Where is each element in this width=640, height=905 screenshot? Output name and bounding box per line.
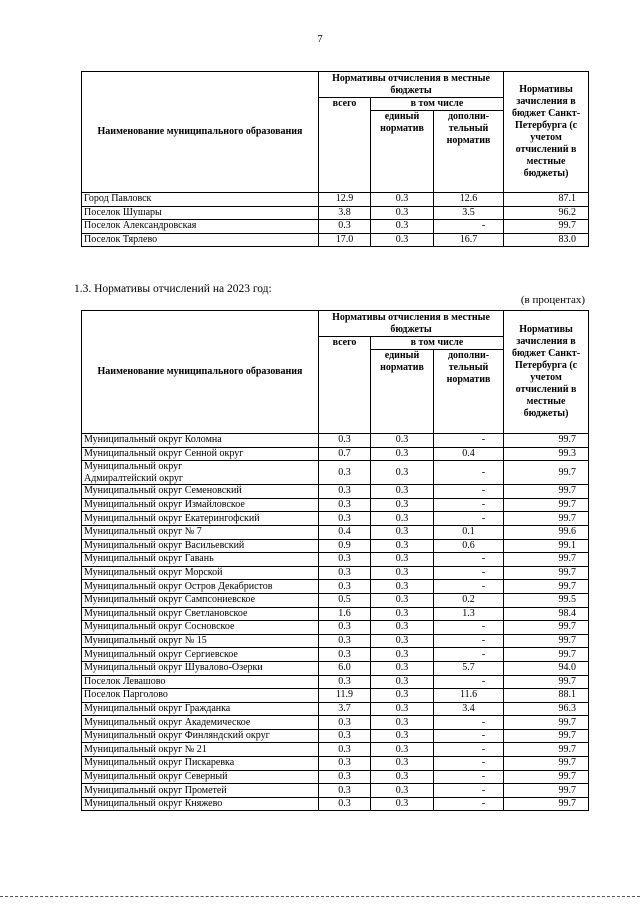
- cell-single: 0.3: [371, 485, 434, 499]
- cell-spb: 99.7: [504, 461, 589, 485]
- cell-additional: 0.1: [434, 525, 504, 539]
- header-single: единый норматив: [371, 350, 434, 434]
- cell-single: 0.3: [371, 648, 434, 662]
- row-name: Муниципальный округ Северный: [82, 770, 319, 784]
- table-row: [82, 580, 589, 594]
- table-row: [82, 539, 589, 553]
- cell-single: 0.3: [371, 220, 434, 234]
- cell-additional: -: [434, 220, 504, 234]
- table-row: [82, 498, 589, 512]
- row-name: Поселок Шушары: [82, 206, 319, 220]
- table-row: [82, 689, 589, 703]
- cell-total: 0.3: [319, 743, 371, 757]
- table-row: [82, 447, 589, 461]
- table-row: [82, 485, 589, 499]
- cell-spb: 99.1: [504, 539, 589, 553]
- cell-single: 0.3: [371, 566, 434, 580]
- cell-additional: -: [434, 729, 504, 743]
- cell-single: 0.3: [371, 784, 434, 798]
- norms-table-prior: [81, 71, 589, 247]
- table-body: [82, 193, 589, 247]
- cell-total: 0.3: [319, 797, 371, 811]
- header-total: всего: [319, 337, 371, 434]
- cell-total: 0.3: [319, 220, 371, 234]
- row-name: Муниципальный округ Морской: [82, 566, 319, 580]
- cell-additional: -: [434, 634, 504, 648]
- table-row: [82, 757, 589, 771]
- cell-single: 0.3: [371, 729, 434, 743]
- cell-spb: 99.6: [504, 525, 589, 539]
- cell-single: 0.3: [371, 770, 434, 784]
- page-bottom-line: [0, 896, 640, 897]
- row-name: Поселок Парголово: [82, 689, 319, 703]
- cell-additional: -: [434, 743, 504, 757]
- row-name: Муниципальный округ Шувалово-Озерки: [82, 661, 319, 675]
- table-row: [82, 220, 589, 234]
- cell-single: 0.3: [371, 447, 434, 461]
- cell-spb: 99.7: [504, 716, 589, 730]
- row-name: Муниципальный округ Финляндский округ: [82, 729, 319, 743]
- row-name: Поселок Александровская: [82, 220, 319, 234]
- table-row: [82, 512, 589, 526]
- cell-single: 0.3: [371, 634, 434, 648]
- row-name: Муниципальный округ Сергиевское: [82, 648, 319, 662]
- cell-spb: 94.0: [504, 661, 589, 675]
- cell-single: 0.3: [371, 553, 434, 567]
- page-number: 7: [317, 34, 323, 45]
- cell-single: 0.3: [371, 539, 434, 553]
- cell-single: 0.3: [371, 607, 434, 621]
- cell-additional: -: [434, 461, 504, 485]
- cell-spb: 99.7: [504, 797, 589, 811]
- cell-single: 0.3: [371, 593, 434, 607]
- cell-spb: 99.5: [504, 593, 589, 607]
- cell-spb: 96.2: [504, 206, 589, 220]
- cell-total: 0.3: [319, 566, 371, 580]
- row-name: Муниципальный округ Измайловское: [82, 498, 319, 512]
- cell-spb: 99.7: [504, 621, 589, 635]
- table-row: [82, 525, 589, 539]
- cell-total: 0.4: [319, 525, 371, 539]
- cell-total: 0.3: [319, 434, 371, 448]
- cell-additional: 0.2: [434, 593, 504, 607]
- cell-total: 0.3: [319, 634, 371, 648]
- cell-additional: -: [434, 621, 504, 635]
- row-name: Муниципальный округ Гавань: [82, 553, 319, 567]
- header-total: всего: [319, 98, 371, 193]
- cell-total: 0.3: [319, 485, 371, 499]
- header-additional: дополни-тельный норматив: [434, 350, 504, 434]
- cell-total: 0.3: [319, 716, 371, 730]
- header-spb: Нормативы зачисления в бюджет Санкт-Петербурга (с учетом отчислений в местные бюджеты): [504, 72, 589, 193]
- row-name: Муниципальный округ Прометей: [82, 784, 319, 798]
- cell-single: 0.3: [371, 702, 434, 716]
- cell-total: 0.3: [319, 512, 371, 526]
- table-row: [82, 702, 589, 716]
- row-name: Муниципальный округ Академическое: [82, 716, 319, 730]
- cell-total: 17.0: [319, 233, 371, 247]
- cell-total: 0.3: [319, 621, 371, 635]
- table-row: [82, 648, 589, 662]
- table-row: [82, 434, 589, 448]
- cell-single: 0.3: [371, 512, 434, 526]
- cell-spb: 99.7: [504, 675, 589, 689]
- units-note: (в процентах): [520, 294, 585, 306]
- row-name: Муниципальный округ Семеновский: [82, 485, 319, 499]
- cell-additional: -: [434, 498, 504, 512]
- cell-additional: -: [434, 675, 504, 689]
- cell-spb: 87.1: [504, 193, 589, 207]
- header-norms: Нормативы отчисления в местные бюджеты: [319, 311, 504, 337]
- cell-total: 0.3: [319, 757, 371, 771]
- cell-additional: 0.4: [434, 447, 504, 461]
- cell-additional: 0.6: [434, 539, 504, 553]
- table-body: [82, 434, 589, 811]
- cell-additional: -: [434, 784, 504, 798]
- cell-total: 0.9: [319, 539, 371, 553]
- cell-additional: -: [434, 757, 504, 771]
- cell-additional: -: [434, 512, 504, 526]
- cell-spb: 98.4: [504, 607, 589, 621]
- row-name: Город Павловск: [82, 193, 319, 207]
- table-row: [82, 621, 589, 635]
- cell-spb: 99.7: [504, 485, 589, 499]
- cell-additional: -: [434, 553, 504, 567]
- cell-spb: 99.7: [504, 634, 589, 648]
- table-row: [82, 675, 589, 689]
- row-name: Муниципальный округ Васильевский: [82, 539, 319, 553]
- header-single: единый норматив: [371, 111, 434, 193]
- cell-additional: -: [434, 648, 504, 662]
- cell-single: 0.3: [371, 743, 434, 757]
- row-name: Муниципальный округ Остров Декабристов: [82, 580, 319, 594]
- table-row: [82, 461, 589, 485]
- row-name: Муниципальный округ Сенной округ: [82, 447, 319, 461]
- table-row: [82, 193, 589, 207]
- cell-single: 0.3: [371, 233, 434, 247]
- table-row: [82, 797, 589, 811]
- header-spb: Нормативы зачисления в бюджет Санкт-Петербурга (с учетом отчислений в местные бюджеты): [504, 311, 589, 434]
- cell-additional: -: [434, 566, 504, 580]
- cell-spb: 96.3: [504, 702, 589, 716]
- cell-additional: 11.6: [434, 689, 504, 703]
- row-name: Муниципальный округ Светлановское: [82, 607, 319, 621]
- cell-spb: 99.7: [504, 220, 589, 234]
- row-name: Поселок Тярлево: [82, 233, 319, 247]
- cell-additional: -: [434, 580, 504, 594]
- cell-spb: 99.7: [504, 566, 589, 580]
- header-including: в том числе: [371, 337, 504, 350]
- cell-single: 0.3: [371, 757, 434, 771]
- table-row: [82, 553, 589, 567]
- table-row: [82, 607, 589, 621]
- cell-total: 3.7: [319, 702, 371, 716]
- table-row: [82, 634, 589, 648]
- cell-single: 0.3: [371, 461, 434, 485]
- cell-total: 11.9: [319, 689, 371, 703]
- cell-total: 12.9: [319, 193, 371, 207]
- header-name: Наименование муниципального образования: [82, 72, 319, 193]
- cell-additional: -: [434, 770, 504, 784]
- row-name: Муниципальный округ Пискаревка: [82, 757, 319, 771]
- row-name: Муниципальный округ № 21: [82, 743, 319, 757]
- table-row: [82, 206, 589, 220]
- row-name: Муниципальный округ № 7: [82, 525, 319, 539]
- cell-spb: 99.7: [504, 512, 589, 526]
- row-name: Муниципальный округ Сосновское: [82, 621, 319, 635]
- header-including: в том числе: [371, 98, 504, 111]
- cell-total: 3.8: [319, 206, 371, 220]
- cell-additional: -: [434, 485, 504, 499]
- cell-total: 0.7: [319, 447, 371, 461]
- cell-single: 0.3: [371, 675, 434, 689]
- cell-spb: 99.7: [504, 498, 589, 512]
- table-row: [82, 716, 589, 730]
- cell-total: 0.3: [319, 784, 371, 798]
- cell-total: 0.3: [319, 675, 371, 689]
- cell-single: 0.3: [371, 193, 434, 207]
- row-name: Муниципальный округ Коломна: [82, 434, 319, 448]
- cell-single: 0.3: [371, 716, 434, 730]
- cell-spb: 99.7: [504, 729, 589, 743]
- cell-single: 0.3: [371, 206, 434, 220]
- table-row: [82, 729, 589, 743]
- cell-total: 0.3: [319, 580, 371, 594]
- cell-additional: -: [434, 716, 504, 730]
- cell-total: 0.3: [319, 461, 371, 485]
- section-title: 1.3. Нормативы отчислений на 2023 год:: [74, 283, 272, 295]
- cell-spb: 99.7: [504, 770, 589, 784]
- cell-total: 0.3: [319, 770, 371, 784]
- row-name: Поселок Левашово: [82, 675, 319, 689]
- cell-total: 0.5: [319, 593, 371, 607]
- header-norms: Нормативы отчисления в местные бюджеты: [319, 72, 504, 98]
- table-row: [82, 566, 589, 580]
- cell-total: 1.6: [319, 607, 371, 621]
- cell-single: 0.3: [371, 580, 434, 594]
- norms-table-2023: [81, 310, 589, 811]
- cell-additional: -: [434, 434, 504, 448]
- cell-spb: 99.7: [504, 784, 589, 798]
- cell-single: 0.3: [371, 797, 434, 811]
- cell-spb: 99.3: [504, 447, 589, 461]
- table-row: [82, 661, 589, 675]
- cell-additional: 12.6: [434, 193, 504, 207]
- cell-single: 0.3: [371, 525, 434, 539]
- cell-total: 0.3: [319, 553, 371, 567]
- table-row: [82, 784, 589, 798]
- cell-spb: 99.7: [504, 648, 589, 662]
- cell-additional: 3.5: [434, 206, 504, 220]
- cell-additional: 5.7: [434, 661, 504, 675]
- row-name: Муниципальный округ Сампсониевское: [82, 593, 319, 607]
- cell-spb: 99.7: [504, 743, 589, 757]
- cell-spb: 99.7: [504, 553, 589, 567]
- row-name: Муниципальный округ Адмиралтейский округ: [82, 461, 319, 485]
- header-additional: дополни-тельный норматив: [434, 111, 504, 193]
- cell-single: 0.3: [371, 689, 434, 703]
- cell-total: 0.3: [319, 729, 371, 743]
- cell-spb: 99.7: [504, 580, 589, 594]
- cell-spb: 88.1: [504, 689, 589, 703]
- cell-single: 0.3: [371, 621, 434, 635]
- table-row: [82, 770, 589, 784]
- header-name: Наименование муниципального образования: [82, 311, 319, 434]
- row-name: Муниципальный округ Гражданка: [82, 702, 319, 716]
- cell-single: 0.3: [371, 498, 434, 512]
- cell-total: 6.0: [319, 661, 371, 675]
- cell-additional: 16.7: [434, 233, 504, 247]
- table-row: [82, 233, 589, 247]
- cell-additional: -: [434, 797, 504, 811]
- row-name: Муниципальный округ Екатерингофский: [82, 512, 319, 526]
- cell-spb: 99.7: [504, 434, 589, 448]
- table-row: [82, 743, 589, 757]
- cell-single: 0.3: [371, 434, 434, 448]
- cell-spb: 99.7: [504, 757, 589, 771]
- cell-total: 0.3: [319, 498, 371, 512]
- cell-additional: 3.4: [434, 702, 504, 716]
- cell-spb: 83.0: [504, 233, 589, 247]
- cell-total: 0.3: [319, 648, 371, 662]
- cell-single: 0.3: [371, 661, 434, 675]
- cell-additional: 1.3: [434, 607, 504, 621]
- table-row: [82, 593, 589, 607]
- row-name: Муниципальный округ № 15: [82, 634, 319, 648]
- row-name: Муниципальный округ Княжево: [82, 797, 319, 811]
